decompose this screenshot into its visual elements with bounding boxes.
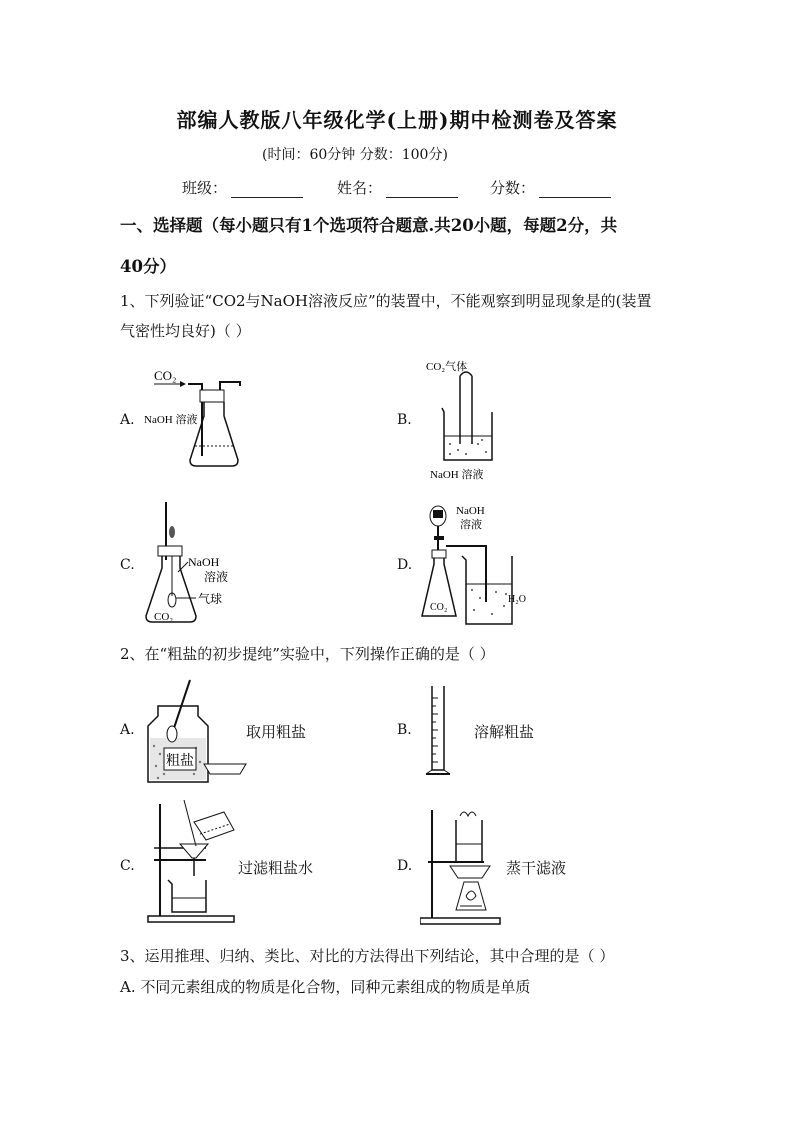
- class-label: 班级：: [182, 179, 228, 197]
- q2-option-c-figure: [144, 800, 244, 926]
- name-field[interactable]: [337, 177, 458, 198]
- q1-a-gas-label: CO₂: [154, 368, 177, 383]
- q1-option-b-figure: [420, 356, 530, 486]
- class-blank[interactable]: [231, 183, 303, 198]
- q2-option-d-letter[interactable]: D.: [397, 858, 413, 874]
- q1-d-gas-label: CO₂: [430, 602, 448, 613]
- q2-option-c-letter[interactable]: C.: [120, 858, 135, 874]
- q1-option-d-letter[interactable]: D.: [397, 557, 413, 573]
- q2-stem: 2、在“粗盐的初步提纯”实验中，下列操作正确的是（ ）: [120, 645, 495, 663]
- q2-option-a-figure: [136, 676, 256, 788]
- q1-b-solution-label: NaOH 溶液: [430, 469, 484, 481]
- q1-b-gas-label: CO₂气体: [426, 361, 468, 373]
- exam-meta: (时间：60分钟 分数：100分): [262, 147, 448, 163]
- q2-c-label: 过滤粗盐水: [238, 859, 314, 877]
- section-heading-line1: 一、选择题（每小题只有1个选项符合题意.共20小题，每题2分，共: [120, 216, 618, 235]
- name-label: 姓名：: [337, 179, 383, 197]
- q1-option-c-figure: [140, 500, 250, 630]
- q3-stem: 3、运用推理、归纳、类比、对比的方法得出下列结论，其中合理的是（ ）: [120, 947, 615, 965]
- q1-c-solution-label: 溶液: [204, 570, 229, 584]
- q2-a-bottle-label: 粗盐: [166, 754, 194, 769]
- q1-c-gas-label: CO₂: [154, 611, 174, 623]
- q1-c-naoh-label: NaOH: [188, 555, 220, 569]
- q1-d-solution-label: 溶液: [460, 519, 482, 531]
- name-blank[interactable]: [386, 183, 458, 198]
- q2-option-d-figure: [420, 806, 506, 926]
- q1-a-solution-label: NaOH 溶液: [144, 414, 198, 426]
- q1-option-b-letter[interactable]: B.: [397, 412, 412, 428]
- q3-option-a[interactable]: A. 不同元素组成的物质是化合物，同种元素组成的物质是单质: [120, 978, 531, 996]
- q2-a-label: 取用粗盐: [246, 723, 307, 741]
- q2-option-a-letter[interactable]: A.: [120, 722, 135, 738]
- q2-b-label: 溶解粗盐: [474, 723, 535, 741]
- q1-stem-line1: 1、下列验证“CO2与NaOH溶液反应”的装置中，不能观察到明显现象是的(装置: [120, 292, 652, 310]
- page-title: 部编人教版八年级化学(上册)期中检测卷及答案: [176, 108, 618, 132]
- q1-d-water-label: H₂O: [508, 594, 526, 605]
- q2-option-b-letter[interactable]: B.: [397, 722, 412, 738]
- q1-option-c-letter[interactable]: C.: [120, 557, 135, 573]
- q1-stem-line2: 气密性均良好)（ ）: [120, 322, 251, 340]
- q1-option-a-figure: [140, 360, 260, 475]
- class-field[interactable]: [182, 177, 303, 198]
- score-blank[interactable]: [539, 183, 611, 198]
- q1-option-a-letter[interactable]: A.: [120, 412, 135, 428]
- q1-d-naoh-label: NaOH: [456, 505, 485, 517]
- score-field[interactable]: [490, 177, 611, 198]
- q1-c-balloon-label: 气球: [198, 592, 223, 606]
- q2-d-label: 蒸干滤液: [506, 859, 567, 877]
- score-label: 分数：: [490, 179, 536, 197]
- section-heading-line2: 40分）: [120, 257, 176, 276]
- q1-option-d-figure: [416, 498, 526, 628]
- q2-option-b-figure: [420, 684, 460, 780]
